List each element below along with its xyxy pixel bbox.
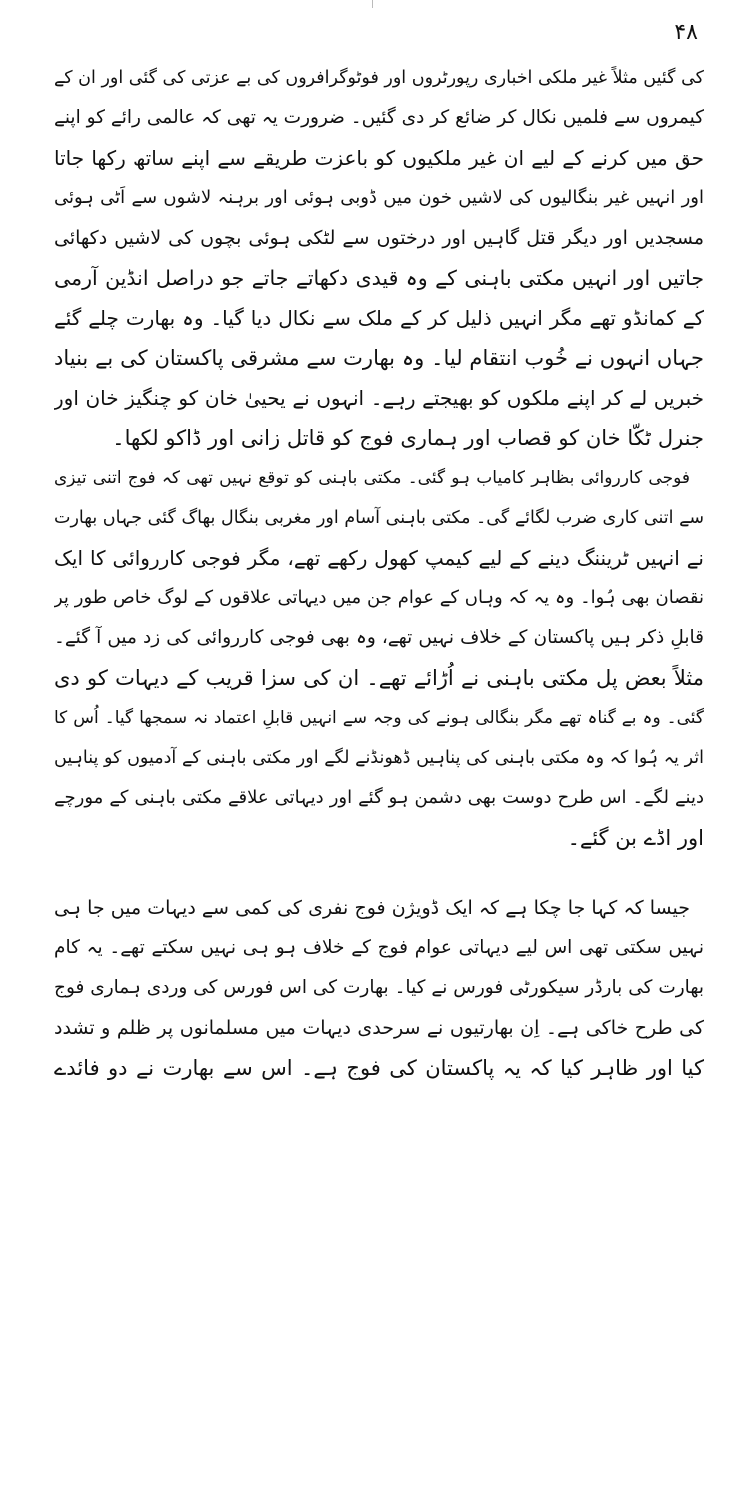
text-line: کی طرح خاکی ہے۔ اِن بھارتیوں نے سرحدی دیہات میں مسلمانوں پر ظلم و تشدد <box>54 1017 704 1039</box>
text-line: نہیں سکتی تھی اس لیے دیہاتی عوام فوج کے خلاف ہو ہی نہیں سکتے تھے۔ یہ کام <box>54 937 704 958</box>
text-line: دینے لگے۔ اس طرح دوست بھی دشمن ہو گئے اور دیہاتی علاقے مکتی باہنی کے مورچے <box>54 787 704 808</box>
text-line: قابلِ ذکر ہیں پاکستان کے خلاف نہیں تھے، وہ بھی فوجی کارروائی کی زد میں آ گئے۔ <box>54 627 704 648</box>
page-number: ۴۸ <box>674 20 698 45</box>
text-line: کیمروں سے فلمیں نکال کر ضائع کر دی گئیں۔ ضرورت یہ تھی کہ عالمی رائے کو اپنے <box>54 107 704 128</box>
text-line: نے انہیں ٹریننگ دینے کے لیے کیمپ کھول رکھے تھے، مگر فوجی کارروائی کا ایک <box>54 546 704 570</box>
paragraph-gap <box>54 858 704 888</box>
text-line: مسجدیں اور دیگر قتل گاہیں اور درختوں سے لٹکی ہوئی بچوں کی لاشیں دکھائی <box>54 227 704 249</box>
text-line: کے کمانڈو تھے مگر انہیں ذلیل کر کے ملک سے نکال دیا گیا۔ وہ بھارت چلے گئے <box>54 306 704 330</box>
text-line: خبریں لے کر اپنے ملکوں کو بھیجتے رہے۔ انہوں نے یحییٰ خان کو چنگیز خان اور <box>54 386 704 410</box>
top-mark <box>372 0 373 8</box>
text-line: جیسا کہ کہا جا چکا ہے کہ ایک ڈویژن فوج نفری کی کمی سے دیہات میں جا ہی <box>54 897 690 919</box>
text-line: گئی۔ وہ بے گناہ تھے مگر بنگالی ہونے کی وجہ سے انہیں قابلِ اعتماد نہ سمجھا گیا۔ اُس کا <box>54 708 704 728</box>
text-line: کی گئیں مثلاً غیر ملکی اخباری رپورٹروں اور فوٹوگرافروں کی بے عزتی کی گئی اور ان کے <box>54 68 704 88</box>
text-line: جہاں انہوں نے خُوب انتقام لیا۔ وہ بھارت سے مشرقی پاکستان کی بے بنیاد <box>54 346 704 370</box>
text-line: مثلاً بعض پل مکتی باہنی نے اُڑائے تھے۔ ان کی سزا قریب کے دیہات کو دی <box>54 666 704 690</box>
text-line: اثر یہ ہُوا کہ وہ مکتی باہنی کی پناہیں ڈھونڈنے لگے اور مکتی باہنی کے آدمیوں کو پناہیں <box>54 748 704 768</box>
text-line: جنرل ٹکّا خان کو قصاب اور ہماری فوج کو قاتل زانی اور ڈاکو لکھا۔ <box>112 426 704 450</box>
body-text <box>54 58 704 1088</box>
text-line: جاتیں اور انہیں مکتی باہنی کے وہ قیدی دکھاتے جاتے جو دراصل انڈین آرمی <box>54 266 704 290</box>
text-line: اور اڈے بن گئے۔ <box>567 826 704 850</box>
text-line: فوجی کارروائی بظاہر کامیاب ہو گئی۔ مکتی باہنی کو توقع نہیں تھی کہ فوج اتنی تیزی <box>54 468 690 488</box>
text-line: حق میں کرنے کے لیے ان غیر ملکیوں کو باعزت طریقے سے اپنے ساتھ رکھا جاتا <box>54 146 704 170</box>
text-line: سے اتنی کاری ضرب لگائے گی۔ مکتی باہنی آسام اور مغربی بنگال بھاگ گئی جہاں بھارت <box>54 508 704 528</box>
text-line: اور انہیں غیر بنگالیوں کی لاشیں خون میں ڈوبی ہوئی اور برہنہ لاشوں سے اَٹی ہوئی <box>54 187 704 208</box>
text-line: نقصان بھی ہُوا۔ وہ یہ کہ وہاں کے عوام جن میں دیہاتی علاقوں کے لوگ خاص طور پر <box>54 587 704 608</box>
text-line: بھارت کی بارڈر سیکورٹی فورس نے کیا۔ بھارت کی اس فورس کی وردی ہماری فوج <box>54 977 704 998</box>
paragraph-2 <box>54 458 704 858</box>
paragraph-3 <box>54 888 704 1088</box>
text-line: کیا اور ظاہر کیا کہ یہ پاکستان کی فوج ہے۔ اس سے بھارت نے دو فائدے <box>54 1056 704 1080</box>
paragraph-1 <box>54 58 704 458</box>
